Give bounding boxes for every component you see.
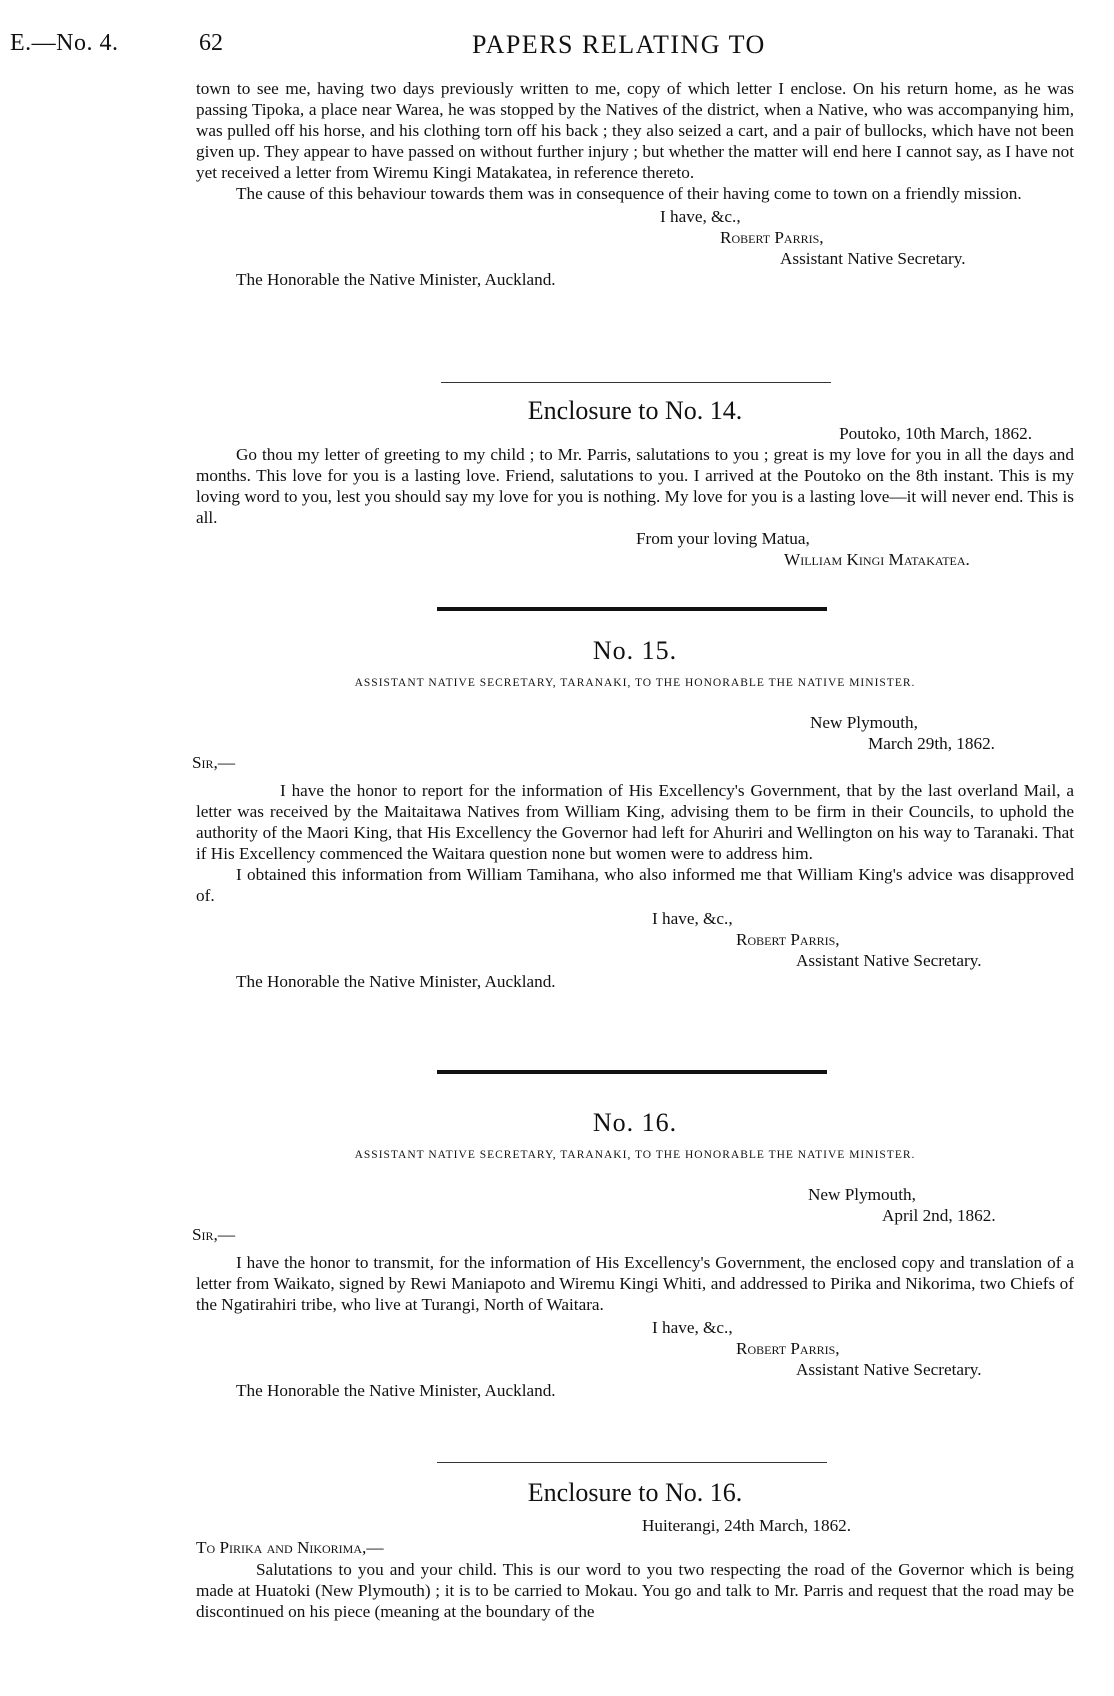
letter-15-title: No. 15. xyxy=(592,636,678,665)
page-header xyxy=(0,30,1114,66)
running-title: PAPERS RELATING TO xyxy=(472,30,766,59)
letter-16-signature xyxy=(196,1315,1074,1403)
enclosure-16-body: Salutations to you and your child. This is our word to you two respecting the road of the Governor which is being made at Huatoki (New Plymouth) ; it is to be carried to Mokau. You go and talk to Mr. Parris and request that the road may be discontinued on his piece (meaning at the boundary of the xyxy=(196,1560,1074,1621)
enclosure-16-dateline: Huiterangi, 24th March, 1862. xyxy=(642,1516,852,1535)
letter-14-signature xyxy=(196,204,1074,290)
letter-15-date: March 29th, 1862. xyxy=(868,734,995,753)
signatory-title: Assistant Native Secretary. xyxy=(780,249,966,268)
signatory-title: Assistant Native Secretary. xyxy=(796,951,982,970)
letter-15-paragraph-2: I obtained this information from William Tamihana, who also informed me that William King's advice was disapproved of. xyxy=(196,865,1074,905)
enclosure-14-signatory: William Kingi Matakatea. xyxy=(784,550,970,569)
letter-14-paragraph-1: town to see me, having two days previously written to me, copy of which letter I enclose. On his return home, as he was passing Tipoka, a place near Warea, he was stopped by the Natives of the district, when a Native, who was accompanying him, was pulled off his horse, and his clothing torn off his back ; they also seized a cart, and a pair of bullocks, which have not been given up. They appear to have passed on without further injury ; but whether the matter will end here I cannot say, as I have not yet received a letter from Wiremu Kingi Matakatea, in reference thereto. xyxy=(196,79,1074,182)
letter-15-dateline xyxy=(192,712,1074,780)
closing-phrase: I have, &c., xyxy=(660,207,741,226)
enclosure-14-closing: From your loving Matua, xyxy=(636,529,810,548)
letter-14-continuation xyxy=(196,78,1074,290)
closing-phrase: I have, &c., xyxy=(652,1318,733,1337)
addressee: The Honorable the Native Minister, Auckland. xyxy=(236,270,556,289)
enclosure-16 xyxy=(196,1478,1074,1622)
enclosure-14-title: Enclosure to No. 14. xyxy=(527,396,743,425)
paper-reference: E.—No. 4. xyxy=(10,30,119,56)
section-divider-thick xyxy=(437,607,827,611)
letter-16-place: New Plymouth, xyxy=(808,1185,916,1204)
letter-15-place: New Plymouth, xyxy=(810,713,918,732)
letter-16-salutation: Sir,— xyxy=(192,1225,236,1244)
letter-16-subhead: ASSISTANT NATIVE SECRETARY, TARANAKI, TO THE HONORABLE THE NATIVE MINISTER. xyxy=(354,1149,916,1161)
section-divider-thick xyxy=(437,1070,827,1074)
signatory-name: Robert Parris, xyxy=(720,228,824,247)
letter-16-date: April 2nd, 1862. xyxy=(882,1206,996,1225)
section-divider xyxy=(441,382,831,383)
enclosure-14-body: Go thou my letter of greeting to my child ; to Mr. Parris, salutations to you ; great is my love for you in all the days and months. This love for you is a lasting love. Friend, salutations to you. I arrived at the Poutoko on the 8th instant. This is my loving word to you, lest you should say my love for you is nothing. My love for you is a lasting love—it will never end. This is all. xyxy=(196,445,1074,527)
enclosure-14 xyxy=(196,396,1074,572)
section-divider xyxy=(437,1462,827,1463)
page-number: 62 xyxy=(199,30,223,56)
letter-14-paragraph-2: The cause of this behaviour towards them was in consequence of their having come to town on a friendly mission. xyxy=(236,184,1022,203)
signatory-title: Assistant Native Secretary. xyxy=(796,1360,982,1379)
signatory-name: Robert Parris, xyxy=(736,1339,840,1358)
enclosure-16-header xyxy=(196,1515,1074,1559)
letter-16-dateline xyxy=(192,1184,1074,1252)
addressee: The Honorable the Native Minister, Auckland. xyxy=(236,972,556,991)
letter-15-signature xyxy=(196,906,1074,994)
letter-15 xyxy=(192,636,1074,994)
addressee: The Honorable the Native Minister, Auckland. xyxy=(236,1381,556,1400)
enclosure-16-salutation: To Pirika and Nikorima,— xyxy=(196,1538,384,1557)
letter-16-title: No. 16. xyxy=(592,1108,678,1137)
letter-16-paragraph-1: I have the honor to transmit, for the information of His Excellency's Government, the enclosed copy and translation of a letter from Waikato, signed by Rewi Maniapoto and Wiremu Kingi Whiti, and addressed to Pirika and Nikorima, two Chiefs of the Ngatirahiri tribe, who live at Turangi, North of Waitara. xyxy=(196,1253,1074,1314)
enclosure-16-title: Enclosure to No. 16. xyxy=(527,1478,743,1507)
signatory-name: Robert Parris, xyxy=(736,930,840,949)
letter-16 xyxy=(192,1108,1074,1403)
letter-15-paragraph-1: I have the honor to report for the information of His Excellency's Government, that by the last overland Mail, a letter was received by the Maitaitawa Natives from William King, advising them to be firm in their Councils, to uphold the authority of the Maori King, that His Excellency the Governor had left for Ahuriri and Wellington on his way to Taranaki. That if His Excellency commenced the Waitara question none but women were to address him. xyxy=(196,781,1074,863)
enclosure-14-signature xyxy=(196,528,1074,572)
letter-15-subhead: ASSISTANT NATIVE SECRETARY, TARANAKI, TO THE HONORABLE THE NATIVE MINISTER. xyxy=(354,677,916,689)
letter-15-salutation: Sir,— xyxy=(192,753,236,772)
closing-phrase: I have, &c., xyxy=(652,909,733,928)
enclosure-14-dateline: Poutoko, 10th March, 1862. xyxy=(839,424,1032,443)
